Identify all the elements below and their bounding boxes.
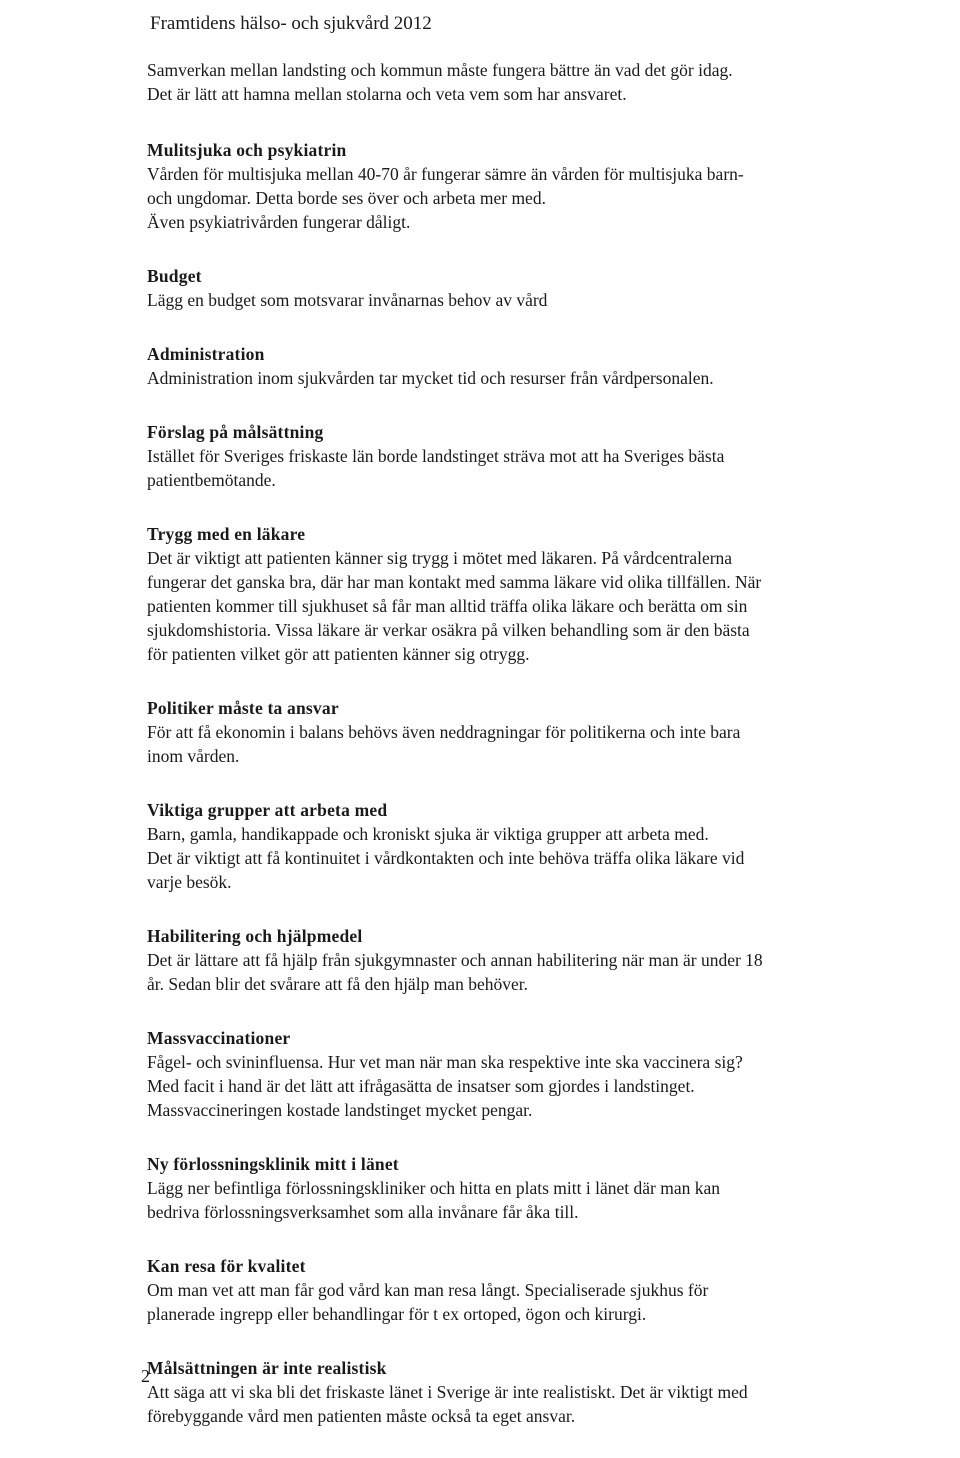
text-line: Samverkan mellan landsting och kommun måste fungera bättre än vad det gör idag. bbox=[147, 60, 733, 80]
section-paragraph bbox=[147, 288, 877, 312]
text-line: Det är lättare att få hjälp från sjukgymnaster och annan habilitering när man är under 18 bbox=[147, 950, 763, 970]
section-paragraph bbox=[147, 720, 877, 768]
section-heading: Politiker måste ta ansvar bbox=[147, 698, 339, 718]
section-paragraph bbox=[147, 162, 877, 234]
text-line: förebyggande vård men patienten måste också ta eget ansvar. bbox=[147, 1406, 576, 1426]
section-paragraph bbox=[147, 1050, 877, 1122]
section-trygg-med-lakare bbox=[147, 522, 877, 666]
text-line: Även psykiatrivården fungerar dåligt. bbox=[147, 212, 411, 232]
section-paragraph bbox=[147, 822, 877, 894]
text-line: sjukdomshistoria. Vissa läkare är verkar osäkra på vilken behandling som är den bästa bbox=[147, 620, 750, 640]
text-line: och ungdomar. Detta borde ses över och arbeta mer med. bbox=[147, 188, 546, 208]
section-heading: Administration bbox=[147, 344, 265, 364]
section-heading: Målsättningen är inte realistisk bbox=[147, 1358, 387, 1378]
text-line: Administration inom sjukvården tar mycket tid och resurser från vårdpersonalen. bbox=[147, 368, 714, 388]
text-line: bedriva förlossningsverksamhet som alla invånare får åka till. bbox=[147, 1202, 579, 1222]
text-line: år. Sedan blir det svårare att få den hjälp man behöver. bbox=[147, 974, 528, 994]
section-habilitering bbox=[147, 924, 877, 996]
text-line: Vården för multisjuka mellan 40-70 år fungerar sämre än vården för multisjuka barn- bbox=[147, 164, 744, 184]
text-line: Lägg ner befintliga förlossningskliniker och hitta en plats mitt i länet där man kan bbox=[147, 1178, 720, 1198]
section-heading: Budget bbox=[147, 266, 202, 286]
section-heading: Ny förlossningsklinik mitt i länet bbox=[147, 1154, 399, 1174]
section-massvaccinationer bbox=[147, 1026, 877, 1122]
intro-paragraph bbox=[147, 58, 877, 106]
section-resa-for-kvalitet bbox=[147, 1254, 877, 1326]
text-line: Istället för Sveriges friskaste län borde landstinget sträva mot att ha Sveriges bästa bbox=[147, 446, 725, 466]
section-paragraph bbox=[147, 1176, 877, 1224]
section-heading: Kan resa för kvalitet bbox=[147, 1256, 306, 1276]
document-body bbox=[147, 58, 877, 1458]
section-heading: Förslag på målsättning bbox=[147, 422, 324, 442]
section-paragraph bbox=[147, 546, 877, 666]
section-malsattning bbox=[147, 420, 877, 492]
text-line: Att säga att vi ska bli det friskaste länet i Sverige är inte realistiskt. Det är viktigt med bbox=[147, 1382, 748, 1402]
text-line: Det är viktigt att patienten känner sig trygg i mötet med läkaren. På vårdcentralerna bbox=[147, 548, 733, 568]
text-line: Det är lätt att hamna mellan stolarna och veta vem som har ansvaret. bbox=[147, 84, 627, 104]
section-administration bbox=[147, 342, 877, 390]
page-header: Framtidens hälso- och sjukvård 2012 bbox=[150, 13, 432, 34]
section-viktiga-grupper bbox=[147, 798, 877, 894]
text-line: fungerar det ganska bra, där har man kontakt med samma läkare vid olika tillfällen. När bbox=[147, 572, 762, 592]
section-budget bbox=[147, 264, 877, 312]
section-politiker bbox=[147, 696, 877, 768]
text-line: Om man vet att man får god vård kan man resa långt. Specialiserade sjukhus för bbox=[147, 1280, 709, 1300]
text-line: planerade ingrepp eller behandlingar för t ex ortoped, ögon och kirurgi. bbox=[147, 1304, 647, 1324]
section-forlossningsklinik bbox=[147, 1152, 877, 1224]
section-paragraph bbox=[147, 444, 877, 492]
section-paragraph bbox=[147, 1380, 877, 1428]
section-multisjuka bbox=[147, 138, 877, 234]
section-heading: Habilitering och hjälpmedel bbox=[147, 926, 363, 946]
section-heading: Massvaccinationer bbox=[147, 1028, 291, 1048]
page-number: 2 bbox=[141, 1366, 150, 1386]
section-paragraph bbox=[147, 366, 877, 390]
text-line: patienten kommer till sjukhuset så får man alltid träffa olika läkare och berätta om sin bbox=[147, 596, 748, 616]
text-line: Fågel- och svininfluensa. Hur vet man när man ska respektive inte ska vaccinera sig? bbox=[147, 1052, 743, 1072]
text-line: varje besök. bbox=[147, 872, 232, 892]
text-line: Massvaccineringen kostade landstinget mycket pengar. bbox=[147, 1100, 533, 1120]
text-line: Barn, gamla, handikappade och kroniskt sjuka är viktiga grupper att arbeta med. bbox=[147, 824, 709, 844]
text-line: för patienten vilket gör att patienten känner sig otrygg. bbox=[147, 644, 530, 664]
section-malsattning-realistisk bbox=[147, 1356, 877, 1428]
text-line: För att få ekonomin i balans behövs även neddragningar för politikerna och inte bara bbox=[147, 722, 741, 742]
section-paragraph bbox=[147, 1278, 877, 1326]
text-line: inom vården. bbox=[147, 746, 240, 766]
text-line: Det är viktigt att få kontinuitet i vårdkontakten och inte behöva träffa olika läkare vid bbox=[147, 848, 745, 868]
section-heading: Mulitsjuka och psykiatrin bbox=[147, 140, 347, 160]
text-line: Lägg en budget som motsvarar invånarnas behov av vård bbox=[147, 290, 548, 310]
text-line: Med facit i hand är det lätt att ifrågasätta de insatser som gjordes i landstinget. bbox=[147, 1076, 695, 1096]
text-line: patientbemötande. bbox=[147, 470, 276, 490]
section-heading: Trygg med en läkare bbox=[147, 524, 306, 544]
section-paragraph bbox=[147, 948, 877, 996]
section-heading: Viktiga grupper att arbeta med bbox=[147, 800, 388, 820]
